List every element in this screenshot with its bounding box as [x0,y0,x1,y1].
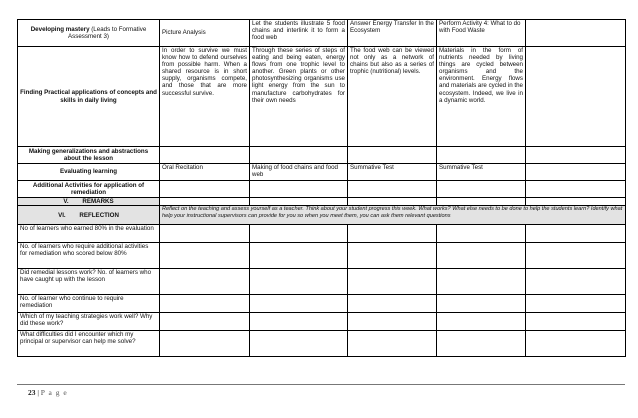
developing-cell-4: Perform Activity 4: What to do with Food Waste [437,20,526,47]
answer-cell [526,269,626,295]
row-remarks [18,198,626,206]
answer-cell [250,331,348,357]
developing-cell-5 [526,20,626,47]
generalizations-cell-1 [160,147,250,164]
answer-cell [348,295,437,313]
finding-cell-2: Through these series of steps of eating and being eaten, energy flows from one trophic level to another. Green plants or other photosynthesizing organisms use light energy from the sun to manufacture carbohydrates for their own needs [250,47,348,147]
answer-cell [160,295,250,313]
question-label: No of learners who earned 80% in the evaluation [18,225,160,243]
answer-cell [250,313,348,331]
question-label: Did remedial lessons work? No. of learners who have caught up with the lesson [18,269,160,295]
finding-practical-label: Finding Practical applications of concepts and skills in daily living [18,47,160,147]
question-row [18,225,626,243]
answer-cell [250,269,348,295]
additional-cell-1 [160,181,250,198]
answer-cell [437,331,526,357]
question-label: What difficulties did I encounter which my principal or supervisor can help me solve? [18,331,160,357]
answer-cell [250,225,348,243]
answer-cell [250,243,348,269]
evaluating-cell-5 [526,164,626,181]
remarks-header: V. REMARKS [18,198,160,206]
evaluating-cell-1: Oral Recitation [160,164,250,181]
finding-cell-5 [526,47,626,147]
generalizations-cell-2 [250,147,348,164]
lesson-plan-table [17,19,626,357]
question-row [18,295,626,313]
developing-cell-2: Let the students illustrate 5 food chains and interlink it to form a food web [250,20,348,47]
footer-separator: | [35,388,41,397]
page-number: 23 [28,388,36,397]
answer-cell [437,313,526,331]
remarks-cell-1 [160,198,250,206]
developing-cell-1: Picture Analysis [160,20,250,47]
page-footer [28,388,68,397]
developing-mastery-label: Developing mastery (Leads to Formative Assessment 3) [18,20,160,47]
answer-cell [526,243,626,269]
reflection-instructions: Reflect on the teaching and assess yourself as a teacher. Think about your student progress this week. What works? What else needs to be done to help the students learn? Identify what help your instructional supervisors can provide for you so when you meet them, you can ask them relevant questions [160,206,626,225]
answer-cell [526,331,626,357]
finding-cell-4: Materials in the form of nutrients needed by living things are cycled between organisms and the environment. Energy flows and materials are cycled in the ecosystem. Indeed, we live in a dynamic world. [437,47,526,147]
additional-cell-3 [348,181,437,198]
answer-cell [437,295,526,313]
answer-cell [437,243,526,269]
row-finding-practical [18,47,626,147]
finding-cell-1: In order to survive we must know how to defend ourselves from possible harm. When a shared resource is in short supply, organisms compete, and those that are more successful survive. [160,47,250,147]
answer-cell [348,313,437,331]
footer-divider [17,384,625,385]
question-row [18,243,626,269]
evaluating-cell-4: Summative Test [437,164,526,181]
evaluating-cell-3: Summative Test [348,164,437,181]
answer-cell [526,225,626,243]
answer-cell [160,225,250,243]
answer-cell [348,225,437,243]
remarks-cell-2 [250,198,348,206]
remarks-cell-4 [437,198,526,206]
page-word: P a g e [40,388,68,397]
question-label: No. of learner who continue to require remediation [18,295,160,313]
answer-cell [160,269,250,295]
generalizations-cell-4 [437,147,526,164]
question-label: Which of my teaching strategies work well? Why did these work? [18,313,160,331]
additional-cell-4 [437,181,526,198]
generalizations-cell-5 [526,147,626,164]
developing-cell-3: Answer Energy Transfer In the Ecosystem [348,20,437,47]
evaluating-cell-2: Making of food chains and food web [250,164,348,181]
answer-cell [160,331,250,357]
answer-cell [348,269,437,295]
additional-cell-5 [526,181,626,198]
generalizations-label: Making generalizations and abstractions about the lesson [18,147,160,164]
additional-label: Additional Activities for application of remediation [18,181,160,198]
question-row [18,331,626,357]
additional-cell-2 [250,181,348,198]
question-label: No. of learners who require additional activities for remediation who scored below 80% [18,243,160,269]
question-row [18,269,626,295]
row-evaluating [18,164,626,181]
row-reflection [18,206,626,225]
answer-cell [437,269,526,295]
row-developing-mastery [18,20,626,47]
remarks-cell-5 [526,198,626,206]
answer-cell [160,313,250,331]
answer-cell [348,243,437,269]
answer-cell [160,243,250,269]
remarks-cell-3 [348,198,437,206]
row-generalizations [18,147,626,164]
answer-cell [437,225,526,243]
answer-cell [526,295,626,313]
answer-cell [526,313,626,331]
answer-cell [250,295,348,313]
row-additional [18,181,626,198]
evaluating-label: Evaluating learning [18,164,160,181]
generalizations-cell-3 [348,147,437,164]
answer-cell [348,331,437,357]
question-row [18,313,626,331]
finding-cell-3: The food web can be viewed not only as a network of chains but also as a series of trophic (nutritional) levels. [348,47,437,147]
reflection-header: VI. REFLECTION [18,206,160,225]
